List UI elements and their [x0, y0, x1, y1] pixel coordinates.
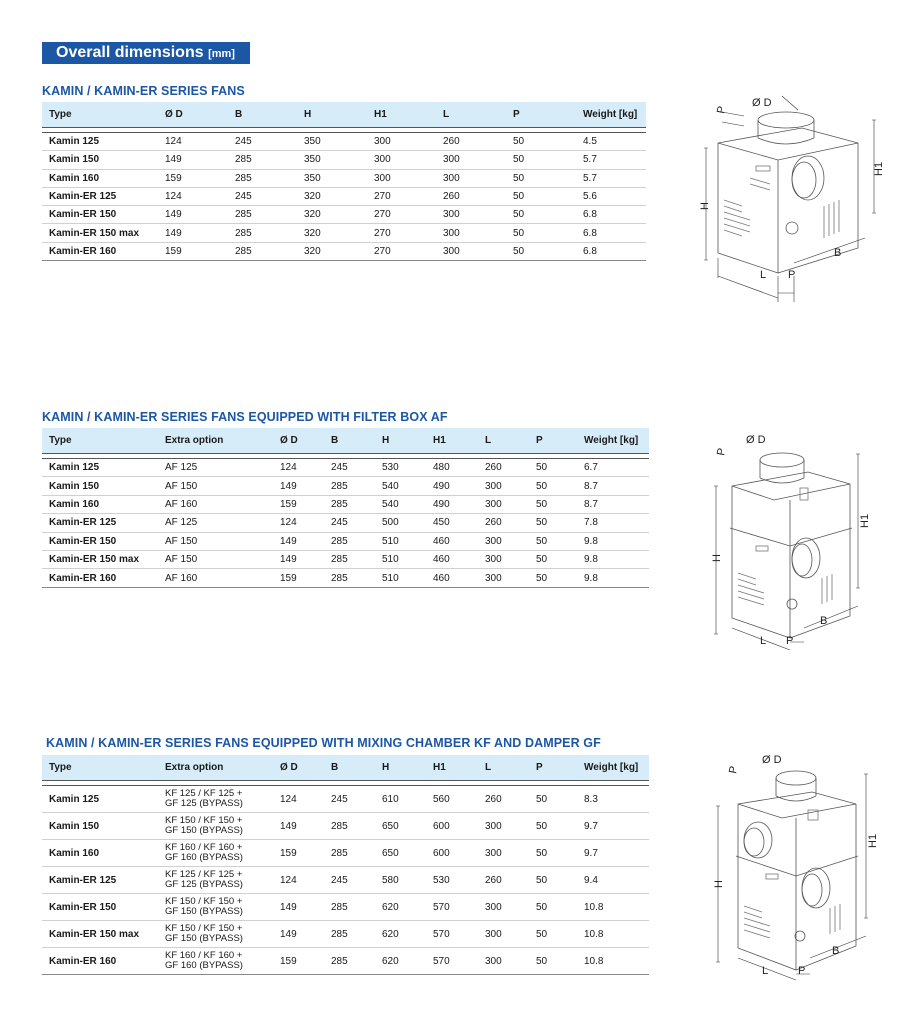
- cell-type: Kamin-ER 150 max: [42, 550, 158, 568]
- section2-header-row: [42, 428, 649, 454]
- cell-value: 300: [478, 840, 529, 867]
- label-b-3: B: [832, 945, 840, 957]
- section3-header-6: L: [478, 755, 529, 781]
- table-row: [42, 840, 649, 867]
- extra-option-line1: KF 150 / KF 150 +: [165, 923, 243, 934]
- label-d: Ø D: [752, 97, 772, 109]
- section2-header-2: Ø D: [273, 428, 324, 454]
- cell-value: 124: [273, 786, 324, 813]
- cell-value: AF 150: [158, 477, 273, 495]
- section3-title: KAMIN / KAMIN-ER SERIES FANS EQUIPPED WITH MIXING CHAMBER KF AND DAMPER GF: [46, 736, 601, 750]
- cell-type: Kamin-ER 160: [42, 242, 158, 260]
- cell-value: 50: [529, 569, 577, 587]
- table-row: [42, 242, 646, 260]
- cell-value: 285: [228, 169, 297, 187]
- section2-header-6: L: [478, 428, 529, 454]
- cell-value: 260: [478, 514, 529, 532]
- cell-value: 510: [375, 532, 426, 550]
- cell-value: 490: [426, 495, 478, 513]
- label-p-2: P: [715, 447, 729, 457]
- cell-type: Kamin-ER 160: [42, 569, 158, 587]
- table-row: [42, 813, 649, 840]
- cell-value: 50: [506, 206, 576, 224]
- banner-unit: [mm]: [208, 48, 235, 60]
- cell-type: Kamin-ER 160: [42, 948, 158, 975]
- extra-option-line2: GF 150 (BYPASS): [165, 906, 243, 917]
- cell-value: 450: [426, 514, 478, 532]
- extra-option-line1: KF 125 / KF 125 +: [165, 869, 243, 880]
- section1-header-1: Ø D: [158, 102, 228, 128]
- cell-value: 285: [324, 921, 375, 948]
- cell-value: 285: [228, 206, 297, 224]
- cell-value: 4.5: [576, 133, 646, 151]
- cell-value: 50: [506, 242, 576, 260]
- label-h-2: H: [711, 554, 723, 562]
- table-row: [42, 169, 646, 187]
- cell-type: Kamin-ER 125: [42, 187, 158, 205]
- section2-header-4: H: [375, 428, 426, 454]
- cell-value: 300: [367, 133, 436, 151]
- cell-value: 149: [273, 532, 324, 550]
- cell-value: 124: [158, 187, 228, 205]
- cell-value: 50: [506, 151, 576, 169]
- cell-value: 245: [228, 187, 297, 205]
- cell-value: 50: [506, 224, 576, 242]
- cell-value: 6.8: [576, 242, 646, 260]
- cell-type: Kamin 125: [42, 459, 158, 477]
- cell-value: 245: [324, 459, 375, 477]
- section3-header-3: B: [324, 755, 375, 781]
- section1-header-0: Type: [42, 102, 158, 128]
- cell-value: 124: [273, 867, 324, 894]
- cell-value: 285: [324, 840, 375, 867]
- label-h1-3: H1: [867, 833, 879, 848]
- cell-value: 530: [375, 459, 426, 477]
- cell-value: 159: [273, 495, 324, 513]
- section1-header-7: Weight [kg]: [576, 102, 646, 128]
- cell-value: 149: [158, 206, 228, 224]
- section3-table: [42, 755, 649, 975]
- cell-value: 6.7: [577, 459, 649, 477]
- cell-value: 5.7: [576, 151, 646, 169]
- page-banner: [42, 42, 250, 64]
- table-row: [42, 495, 649, 513]
- cell-value: 500: [375, 514, 426, 532]
- cell-value: AF 160: [158, 495, 273, 513]
- section2-header-8: Weight [kg]: [577, 428, 649, 454]
- cell-value: AF 160: [158, 569, 273, 587]
- cell-value: 124: [273, 459, 324, 477]
- label-h: H: [699, 202, 711, 210]
- cell-value: 650: [375, 840, 426, 867]
- cell-value: 285: [228, 224, 297, 242]
- cell-value: 540: [375, 495, 426, 513]
- label-d-2: Ø D: [746, 434, 766, 446]
- cell-value: 600: [426, 813, 478, 840]
- cell-value: 50: [506, 133, 576, 151]
- table-row: [42, 187, 646, 205]
- cell-value: 260: [478, 786, 529, 813]
- cell-value: 245: [324, 514, 375, 532]
- drawing-kamin-fan: [690, 88, 890, 308]
- label-p-3: P: [727, 765, 741, 775]
- table-row: [42, 477, 649, 495]
- cell-type: Kamin-ER 150: [42, 532, 158, 550]
- section3-header-row: [42, 755, 649, 781]
- cell-value: 50: [506, 169, 576, 187]
- cell-type: Kamin 160: [42, 840, 158, 867]
- cell-value: 10.8: [577, 921, 649, 948]
- label-h1-2: H1: [859, 513, 871, 528]
- cell-value: 6.8: [576, 224, 646, 242]
- section2-header-0: Type: [42, 428, 158, 454]
- cell-value: 159: [158, 242, 228, 260]
- cell-value: 8.7: [577, 495, 649, 513]
- table-row: [42, 224, 646, 242]
- label-l-2: L: [760, 635, 767, 647]
- cell-value: 570: [426, 894, 478, 921]
- section1-header-2: B: [228, 102, 297, 128]
- cell-value: 149: [273, 813, 324, 840]
- cell-value: AF 150: [158, 550, 273, 568]
- cell-value: 124: [273, 514, 324, 532]
- table-row: [42, 867, 649, 894]
- section3-header-8: Weight [kg]: [577, 755, 649, 781]
- cell-type: Kamin 125: [42, 133, 158, 151]
- cell-extra-option: [158, 894, 273, 921]
- section2-header-5: H1: [426, 428, 478, 454]
- cell-value: 50: [529, 532, 577, 550]
- cell-value: 300: [478, 550, 529, 568]
- section3-header-5: H1: [426, 755, 478, 781]
- cell-value: 149: [273, 477, 324, 495]
- cell-value: 350: [297, 169, 367, 187]
- cell-value: 270: [367, 224, 436, 242]
- cell-value: 149: [273, 894, 324, 921]
- cell-value: 159: [273, 569, 324, 587]
- cell-value: 9.8: [577, 532, 649, 550]
- section3-header-1: Extra option: [158, 755, 273, 781]
- cell-value: 285: [324, 894, 375, 921]
- cell-value: 620: [375, 948, 426, 975]
- cell-value: 285: [324, 532, 375, 550]
- table-row: [42, 514, 649, 532]
- cell-value: 10.8: [577, 948, 649, 975]
- cell-value: 6.8: [576, 206, 646, 224]
- cell-value: 245: [324, 786, 375, 813]
- label-l: L: [760, 269, 767, 281]
- cell-value: 285: [228, 151, 297, 169]
- cell-type: Kamin-ER 150 max: [42, 224, 158, 242]
- cell-type: Kamin 160: [42, 169, 158, 187]
- label-h-3: H: [713, 880, 725, 888]
- cell-extra-option: [158, 840, 273, 867]
- cell-value: 50: [529, 948, 577, 975]
- cell-value: 300: [478, 495, 529, 513]
- extra-option-line2: GF 160 (BYPASS): [165, 960, 243, 971]
- cell-value: 159: [273, 948, 324, 975]
- cell-value: 5.6: [576, 187, 646, 205]
- cell-type: Kamin-ER 150: [42, 206, 158, 224]
- extra-option-line1: KF 150 / KF 150 +: [165, 815, 243, 826]
- cell-value: 580: [375, 867, 426, 894]
- label-p: P: [715, 105, 729, 115]
- section1-header-3: H: [297, 102, 367, 128]
- table-row: [42, 206, 646, 224]
- cell-value: 285: [324, 948, 375, 975]
- label-p2-3: P: [798, 965, 806, 977]
- section3-header-7: P: [529, 755, 577, 781]
- cell-value: 260: [478, 459, 529, 477]
- cell-value: 50: [529, 550, 577, 568]
- cell-value: 510: [375, 550, 426, 568]
- extra-option-line1: KF 160 / KF 160 +: [165, 950, 243, 961]
- drawing-kamin-filter-box: [700, 428, 880, 668]
- label-p2: P: [788, 269, 796, 281]
- cell-value: 540: [375, 477, 426, 495]
- cell-value: 350: [297, 151, 367, 169]
- cell-value: 260: [478, 867, 529, 894]
- cell-value: 8.7: [577, 477, 649, 495]
- cell-value: 9.7: [577, 813, 649, 840]
- cell-value: 285: [324, 495, 375, 513]
- cell-type: Kamin-ER 125: [42, 867, 158, 894]
- cell-value: 7.8: [577, 514, 649, 532]
- cell-value: AF 150: [158, 532, 273, 550]
- cell-type: Kamin-ER 125: [42, 514, 158, 532]
- cell-type: Kamin 150: [42, 813, 158, 840]
- section2-table: [42, 428, 649, 588]
- cell-value: 300: [478, 921, 529, 948]
- cell-value: 320: [297, 187, 367, 205]
- cell-value: 650: [375, 813, 426, 840]
- cell-extra-option: [158, 813, 273, 840]
- banner-title: Overall dimensions: [56, 44, 204, 61]
- section1-header-row: [42, 102, 646, 128]
- cell-value: 159: [158, 169, 228, 187]
- cell-type: Kamin-ER 150 max: [42, 921, 158, 948]
- cell-value: 285: [324, 477, 375, 495]
- cell-value: 50: [529, 495, 577, 513]
- cell-extra-option: [158, 948, 273, 975]
- table-row: [42, 532, 649, 550]
- cell-value: 8.3: [577, 786, 649, 813]
- label-h1: H1: [873, 161, 885, 176]
- label-d-3: Ø D: [762, 754, 782, 766]
- section1-header-5: L: [436, 102, 506, 128]
- cell-value: 50: [529, 477, 577, 495]
- cell-value: 510: [375, 569, 426, 587]
- section2-header-1: Extra option: [158, 428, 273, 454]
- label-b: B: [834, 247, 842, 259]
- cell-value: 480: [426, 459, 478, 477]
- cell-value: 530: [426, 867, 478, 894]
- cell-value: 600: [426, 840, 478, 867]
- cell-value: 620: [375, 921, 426, 948]
- cell-extra-option: [158, 867, 273, 894]
- section3-header-0: Type: [42, 755, 158, 781]
- label-b-2: B: [820, 615, 828, 627]
- cell-value: 320: [297, 224, 367, 242]
- cell-value: 285: [324, 569, 375, 587]
- cell-value: 460: [426, 532, 478, 550]
- cell-value: 50: [529, 514, 577, 532]
- extra-option-line2: GF 150 (BYPASS): [165, 825, 243, 836]
- section2-title: KAMIN / KAMIN-ER SERIES FANS EQUIPPED WITH FILTER BOX AF: [42, 410, 448, 424]
- cell-value: 285: [324, 550, 375, 568]
- drawing-kamin-mixing-chamber: [700, 748, 890, 998]
- section2-header-7: P: [529, 428, 577, 454]
- cell-value: AF 125: [158, 459, 273, 477]
- cell-value: 50: [529, 894, 577, 921]
- label-p2-2: P: [786, 635, 794, 647]
- section1-header-4: H1: [367, 102, 436, 128]
- cell-value: 50: [529, 840, 577, 867]
- cell-value: 300: [367, 151, 436, 169]
- cell-value: 50: [529, 867, 577, 894]
- cell-type: Kamin 160: [42, 495, 158, 513]
- cell-value: 9.8: [577, 550, 649, 568]
- cell-value: 460: [426, 550, 478, 568]
- cell-extra-option: [158, 786, 273, 813]
- extra-option-line2: GF 160 (BYPASS): [165, 852, 243, 863]
- section3-header-4: H: [375, 755, 426, 781]
- cell-type: Kamin 150: [42, 151, 158, 169]
- cell-value: 320: [297, 242, 367, 260]
- section1-header-6: P: [506, 102, 576, 128]
- extra-option-line2: GF 125 (BYPASS): [165, 879, 243, 890]
- table-row: [42, 133, 646, 151]
- cell-value: 260: [436, 133, 506, 151]
- cell-value: 300: [478, 894, 529, 921]
- cell-value: AF 125: [158, 514, 273, 532]
- cell-value: 285: [324, 813, 375, 840]
- cell-value: 300: [478, 948, 529, 975]
- cell-value: 570: [426, 948, 478, 975]
- cell-value: 50: [529, 921, 577, 948]
- section3-header-2: Ø D: [273, 755, 324, 781]
- cell-value: 124: [158, 133, 228, 151]
- cell-value: 270: [367, 242, 436, 260]
- cell-type: Kamin 150: [42, 477, 158, 495]
- cell-value: 149: [273, 921, 324, 948]
- extra-option-line1: KF 125 / KF 125 +: [165, 788, 243, 799]
- extra-option-line1: KF 160 / KF 160 +: [165, 842, 243, 853]
- cell-value: 610: [375, 786, 426, 813]
- cell-type: Kamin 125: [42, 786, 158, 813]
- cell-value: 50: [506, 187, 576, 205]
- cell-value: 5.7: [576, 169, 646, 187]
- cell-value: 270: [367, 187, 436, 205]
- cell-value: 490: [426, 477, 478, 495]
- cell-value: 300: [436, 206, 506, 224]
- cell-extra-option: [158, 921, 273, 948]
- cell-value: 300: [436, 151, 506, 169]
- cell-value: 270: [367, 206, 436, 224]
- cell-value: 9.7: [577, 840, 649, 867]
- cell-value: 300: [436, 224, 506, 242]
- cell-value: 245: [228, 133, 297, 151]
- cell-value: 10.8: [577, 894, 649, 921]
- cell-value: 560: [426, 786, 478, 813]
- table-row: [42, 550, 649, 568]
- extra-option-line2: GF 125 (BYPASS): [165, 798, 243, 809]
- label-l-3: L: [762, 965, 769, 977]
- cell-value: 350: [297, 133, 367, 151]
- cell-value: 300: [436, 169, 506, 187]
- cell-value: 320: [297, 206, 367, 224]
- section1-table: [42, 102, 646, 261]
- table-row: [42, 151, 646, 169]
- table-row: [42, 948, 649, 975]
- cell-value: 9.8: [577, 569, 649, 587]
- cell-value: 149: [158, 224, 228, 242]
- cell-value: 245: [324, 867, 375, 894]
- table-row: [42, 894, 649, 921]
- section2-header-3: B: [324, 428, 375, 454]
- cell-value: 50: [529, 459, 577, 477]
- cell-value: 300: [478, 477, 529, 495]
- cell-value: 285: [228, 242, 297, 260]
- cell-value: 149: [273, 550, 324, 568]
- cell-value: 300: [478, 569, 529, 587]
- cell-value: 149: [158, 151, 228, 169]
- table-row: [42, 921, 649, 948]
- cell-value: 570: [426, 921, 478, 948]
- cell-value: 620: [375, 894, 426, 921]
- extra-option-line1: KF 150 / KF 150 +: [165, 896, 243, 907]
- table-row: [42, 569, 649, 587]
- table-row: [42, 459, 649, 477]
- cell-value: 50: [529, 786, 577, 813]
- cell-value: 460: [426, 569, 478, 587]
- cell-value: 50: [529, 813, 577, 840]
- cell-value: 159: [273, 840, 324, 867]
- section1-title: KAMIN / KAMIN-ER SERIES FANS: [42, 84, 245, 98]
- cell-value: 300: [367, 169, 436, 187]
- cell-value: 260: [436, 187, 506, 205]
- cell-value: 300: [436, 242, 506, 260]
- extra-option-line2: GF 150 (BYPASS): [165, 933, 243, 944]
- cell-type: Kamin-ER 150: [42, 894, 158, 921]
- cell-value: 300: [478, 813, 529, 840]
- cell-value: 300: [478, 532, 529, 550]
- table-row: [42, 786, 649, 813]
- cell-value: 9.4: [577, 867, 649, 894]
